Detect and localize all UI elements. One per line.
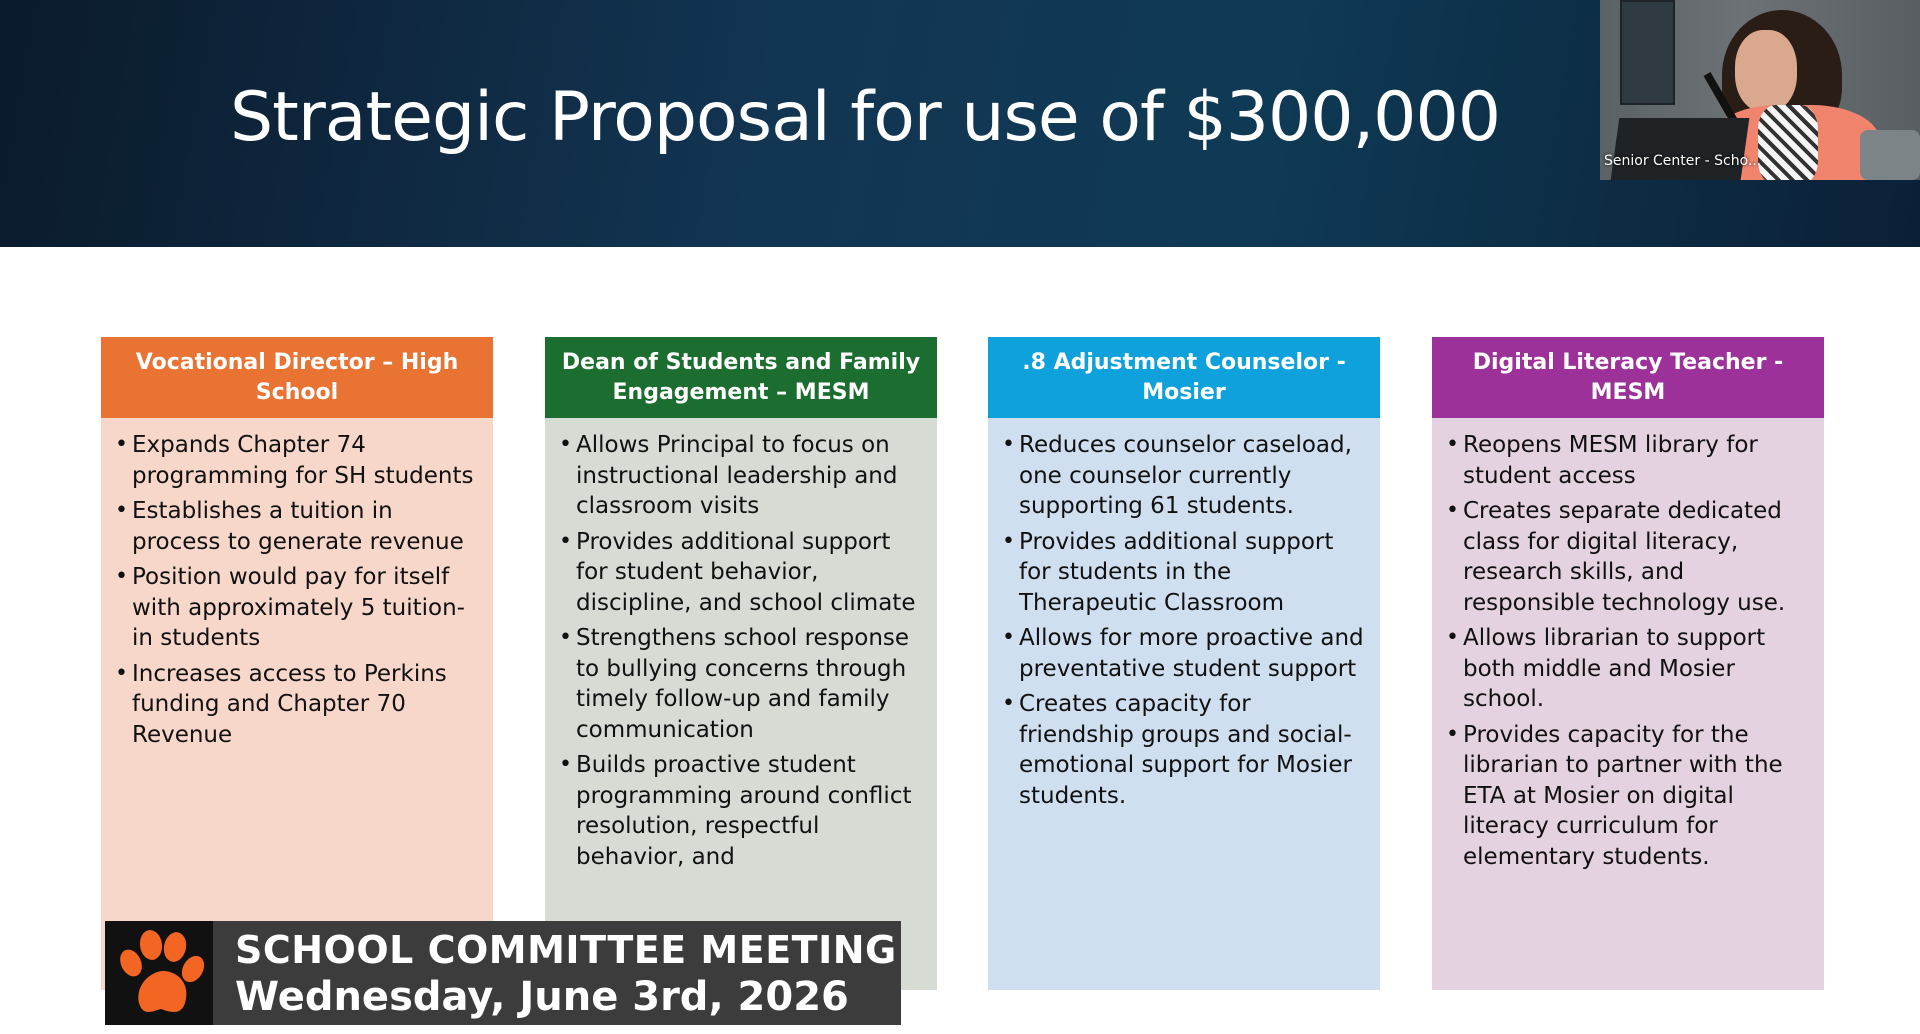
participant-scarf — [1758, 105, 1818, 180]
column-heading: Vocational Director – High School — [101, 337, 493, 418]
bullet-list — [988, 418, 1380, 811]
bullet-item: • Provides additional support for students in the Therapeutic Classroom — [1002, 527, 1366, 619]
column-dean-of-students — [545, 337, 937, 990]
paw-print-icon — [105, 921, 213, 1025]
column-vocational-director — [101, 337, 493, 990]
meeting-banner — [105, 921, 901, 1025]
column-adjustment-counselor — [988, 337, 1380, 990]
bullet-item: • Strengthens school response to bullying concerns through timely follow-up and family communication — [559, 623, 923, 745]
bullet-item: • Allows for more proactive and preventative student support — [1002, 623, 1366, 684]
bullet-item: • Creates separate dedicated class for digital literacy, research skills, and responsible technology use. — [1446, 496, 1810, 618]
bullet-item: • Allows Principal to focus on instructional leadership and classroom visits — [559, 430, 923, 522]
column-heading: Digital Literacy Teacher - MESM — [1432, 337, 1824, 418]
bullet-item: • Provides capacity for the librarian to partner with the ETA at Mosier on digital literacy curriculum for elementary students. — [1446, 720, 1810, 873]
participant-face — [1735, 30, 1797, 112]
bullet-item: • Allows librarian to support both middle and Mosier school. — [1446, 623, 1810, 715]
bullet-list — [101, 418, 493, 750]
wall-panel — [1620, 0, 1675, 105]
bullet-item: • Creates capacity for friendship groups and social-emotional support for Mosier students. — [1002, 689, 1366, 811]
meeting-date: Wednesday, June 3rd, 2026 — [235, 974, 849, 1020]
meeting-title: SCHOOL COMMITTEE MEETING — [235, 928, 897, 972]
bullet-item: • Builds proactive student programming around conflict resolution, respectful behavior, and — [559, 750, 923, 872]
column-heading: Dean of Students and Family Engagement – MESM — [545, 337, 937, 418]
bullet-item: • Expands Chapter 74 programming for SH students — [115, 430, 479, 491]
bullet-list — [545, 418, 937, 872]
bullet-item: • Provides additional support for student behavior, discipline, and school climate — [559, 527, 923, 619]
slide-title: Strategic Proposal for use of $300,000 — [230, 78, 1500, 157]
laptop — [1611, 118, 1750, 180]
bullet-item: • Reduces counselor caseload, one counselor currently supporting 61 students. — [1002, 430, 1366, 522]
bullet-item: • Establishes a tuition in process to generate revenue — [115, 496, 479, 557]
bullet-list — [1432, 418, 1824, 872]
bullet-item: • Increases access to Perkins funding and Chapter 70 Revenue — [115, 659, 479, 751]
video-tile-label: Senior Center - Scho... — [1604, 153, 1762, 169]
bullet-item: • Position would pay for itself with approximately 5 tuition-in students — [115, 562, 479, 654]
column-heading: .8 Adjustment Counselor - Mosier — [988, 337, 1380, 418]
participant-video-tile[interactable] — [1600, 0, 1920, 180]
bullet-item: • Reopens MESM library for student access — [1446, 430, 1810, 491]
column-digital-literacy-teacher — [1432, 337, 1824, 990]
chair — [1860, 130, 1920, 180]
